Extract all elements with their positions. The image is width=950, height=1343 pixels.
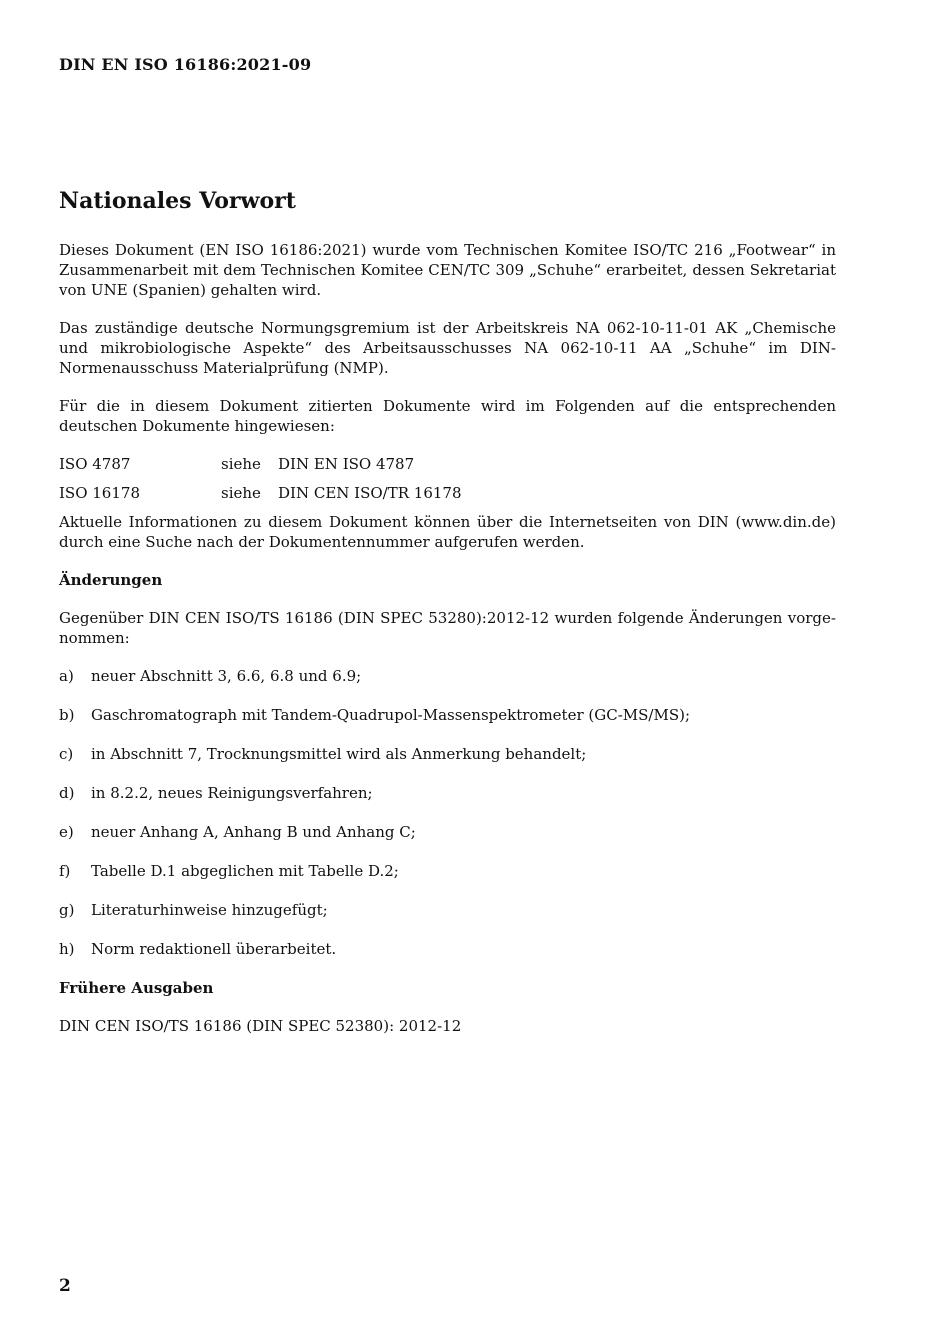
changes-intro: Gegenüber DIN CEN ISO/TS 16186 (DIN SPEC 53280):2012-12 wurden folgende Änderungen vorgenommen:	[59, 609, 836, 647]
list-marker: f)	[59, 862, 71, 880]
list-marker: b)	[59, 706, 75, 724]
reference-row	[59, 483, 836, 512]
list-marker: h)	[59, 940, 75, 958]
list-marker: c)	[59, 745, 74, 763]
previous-editions-heading: Frühere Ausgaben	[59, 979, 214, 997]
reference-code: ISO 16178	[59, 484, 140, 502]
reference-target: DIN EN ISO 4787	[278, 455, 415, 473]
list-text: Norm redaktionell überarbeitet.	[91, 940, 337, 958]
changes-list	[59, 666, 836, 959]
previous-editions-text: DIN CEN ISO/TS 16186 (DIN SPEC 52380): 2012-12	[59, 1017, 462, 1035]
reference-see: siehe	[221, 455, 261, 473]
reference-target: DIN CEN ISO/TR 16178	[278, 484, 462, 502]
list-item	[59, 783, 836, 803]
paragraph-national-body: Das zuständige deutsche Normungsgremium ist der Arbeitskreis NA 062-10-11-01 AK „Chemische und mikrobiologische Aspekte“ des Arbeitsausschusses NA 062-10-11 AA „Schuhe“ im DIN-Normenausschuss Materialprüfung (NMP).	[59, 319, 836, 377]
list-item	[59, 666, 836, 686]
paragraph-references-intro: Für die in diesem Dokument zitierten Dokumente wird im Folgenden auf die entsprechenden deutschen Dokumente hingewiesen:	[59, 397, 836, 435]
list-item	[59, 744, 836, 764]
list-item	[59, 705, 836, 725]
list-text: in 8.2.2, neues Reinigungsverfahren;	[91, 784, 373, 802]
list-marker: a)	[59, 667, 74, 685]
reference-see: siehe	[221, 484, 261, 502]
reference-code: ISO 4787	[59, 455, 131, 473]
reference-row	[59, 454, 836, 483]
changes-heading: Änderungen	[59, 571, 163, 589]
list-item	[59, 900, 836, 920]
list-text: Literaturhinweise hinzugefügt;	[91, 901, 328, 919]
list-text: Tabelle D.1 abgeglichen mit Tabelle D.2;	[91, 862, 399, 880]
list-item	[59, 822, 836, 842]
list-text: in Abschnitt 7, Trocknungsmittel wird als Anmerkung behandelt;	[91, 745, 587, 763]
page-number: 2	[59, 1276, 71, 1296]
paragraph-committee: Dieses Dokument (EN ISO 16186:2021) wurde vom Technischen Komitee ISO/TC 216 „Footwear“ in Zusammenarbeit mit dem Technischen Komitee CEN/TC 309 „Schuhe“ erarbeitet, dessen Sekretariat von UNE (Spanien) gehalten wird.	[59, 241, 836, 299]
list-marker: e)	[59, 823, 74, 841]
list-text: neuer Abschnitt 3, 6.6, 6.8 und 6.9;	[91, 667, 362, 685]
page-title: Nationales Vorwort	[59, 188, 296, 214]
list-text: Gaschromatograph mit Tandem-Quadrupol-Massenspektrometer (GC-MS/MS);	[91, 706, 691, 724]
list-item	[59, 861, 836, 881]
list-marker: g)	[59, 901, 75, 919]
document-body	[59, 240, 836, 1054]
list-item	[59, 939, 836, 959]
paragraph-din-info: Aktuelle Informationen zu diesem Dokument können über die Internetseiten von DIN (www.din.de) durch eine Suche nach der Dokumentennummer aufgerufen werden.	[59, 513, 836, 551]
reference-table	[59, 454, 836, 512]
document-page	[59, 0, 836, 1343]
list-text: neuer Anhang A, Anhang B und Anhang C;	[91, 823, 416, 841]
list-marker: d)	[59, 784, 75, 802]
document-id: DIN EN ISO 16186:2021-09	[59, 55, 312, 74]
